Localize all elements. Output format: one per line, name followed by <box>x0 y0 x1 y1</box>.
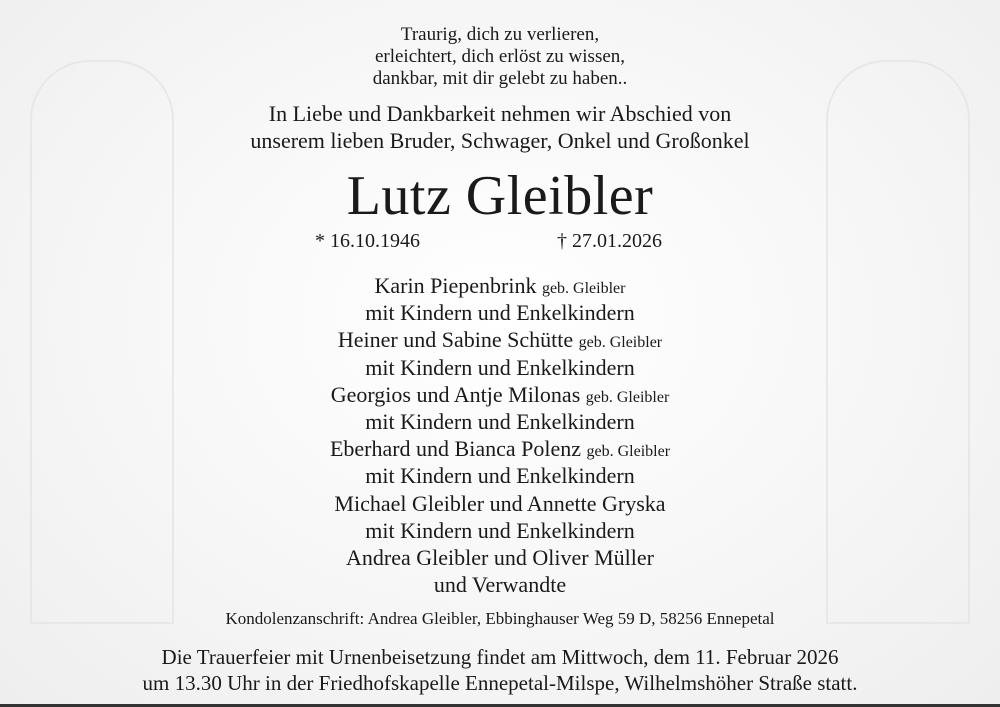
family-name: mit Kindern und Enkelkindern <box>365 409 635 434</box>
verse-line: erleichtert, dich erlöst zu wissen, <box>374 46 626 67</box>
family-name: Karin Piepenbrink <box>374 273 537 298</box>
family-name: mit Kindern und Enkelkindern <box>365 300 635 326</box>
family-name: und Verwandte <box>433 572 567 598</box>
family-line <box>0 273 1000 299</box>
family-name: Michael Gleibler und Annette Gryska <box>334 490 666 516</box>
family-name: Eberhard und Bianca Polenz <box>329 436 582 462</box>
ceremony-line: Die Trauerfeier mit Urnenbeisetzung findet am Mittwoch, dem 11. Februar 2026 <box>161 645 839 669</box>
family-name: mit Kindern und Enkelkindern <box>365 463 635 489</box>
family-line <box>0 409 1000 435</box>
family-name: Georgios und Antje Milonas <box>330 381 581 407</box>
family-name: Andrea Gleibler und Oliver Müller <box>346 545 654 570</box>
family-line <box>0 382 1000 408</box>
condolence-address: Kondolenzanschrift: Andrea Gleibler, Ebbinghauser Weg 59 D, 58256 Ennepetal <box>225 609 775 628</box>
family-line <box>0 545 1000 571</box>
family-line <box>0 436 1000 462</box>
family-name: mit Kindern und Enkelkindern <box>365 354 635 380</box>
family-line <box>0 300 1000 326</box>
maiden-name-note: geb. Gleibler <box>578 334 663 352</box>
verse-line: dankbar, mit dir gelebt zu haben.. <box>372 68 628 89</box>
deceased-name: Lutz Gleibler <box>346 165 654 227</box>
family-name: mit Kindern und Enkelkindern <box>365 517 635 543</box>
family-name: Heiner und Sabine Schütte <box>337 327 574 353</box>
family-line <box>0 518 1000 544</box>
family-line <box>0 355 1000 381</box>
intro-line: unserem lieben Bruder, Schwager, Onkel und Großonkel <box>250 128 750 153</box>
family-line <box>0 572 1000 598</box>
family-line <box>0 491 1000 517</box>
death-date: † 27.01.2026 <box>557 230 662 252</box>
maiden-name-note: geb. Gleibler <box>586 443 671 461</box>
birth-date: * 16.10.1946 <box>315 230 420 252</box>
maiden-name-note: geb. Gleibler <box>585 388 670 406</box>
verse-line: Traurig, dich zu verlieren, <box>400 24 600 45</box>
ceremony-line: um 13.30 Uhr in der Friedhofskapelle Ennepetal-Milspe, Wilhelmshöher Straße statt. <box>142 671 858 695</box>
maiden-name-note: geb. Gleibler <box>541 280 626 297</box>
family-line <box>0 327 1000 353</box>
family-line <box>0 463 1000 489</box>
intro-line: In Liebe und Dankbarkeit nehmen wir Abschied von <box>268 101 732 126</box>
